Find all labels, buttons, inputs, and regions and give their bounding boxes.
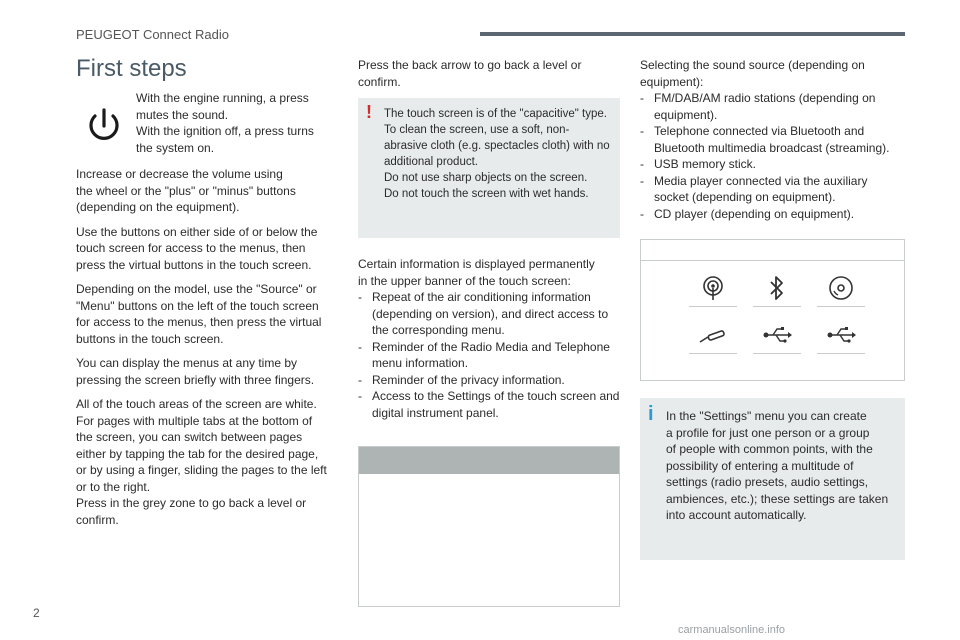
usb-icon — [762, 325, 792, 345]
text-line: the screen, you can switch between pages — [76, 430, 303, 444]
header-bar — [480, 32, 905, 36]
text-line: mutes the sound. — [136, 107, 229, 122]
text-line: possibility of entering a multitude of — [666, 458, 854, 473]
text-line: Press the back arrow to go back a level or — [358, 58, 582, 72]
text-line: additional product. — [384, 156, 478, 168]
text-line: confirm. — [358, 74, 401, 89]
paragraph-three-fingers — [76, 355, 338, 388]
text-line: touch screen for access to the menus, then — [76, 241, 306, 255]
source-intro — [640, 57, 905, 90]
text-line: of people with common points, with the — [666, 442, 873, 456]
text-line: Do not touch the screen with wet hands. — [384, 188, 589, 200]
list-item: - Reminder of the privacy information. — [358, 372, 620, 389]
text-line: In the "Settings" menu you can create — [666, 409, 867, 423]
screen-banner — [359, 447, 619, 474]
banner-intro — [358, 256, 620, 289]
source-cd[interactable] — [817, 270, 865, 307]
text-line: a profile for just one person or a group — [666, 425, 870, 440]
text-line: buttons in the touch screen. — [76, 331, 224, 346]
text-line: Certain information is displayed permanently — [358, 257, 595, 271]
source-bluetooth[interactable] — [753, 270, 801, 307]
paragraph-source-menu — [76, 281, 338, 347]
screen-illustration — [358, 446, 620, 607]
list-item: - Telephone connected via Bluetooth and Bluetooth multimedia broadcast (streaming). — [640, 123, 905, 156]
cd-icon — [828, 275, 854, 301]
power-icon — [82, 104, 126, 148]
source-usb-2[interactable] — [817, 317, 865, 354]
text-line: Use the buttons on either side of or below the — [76, 224, 318, 239]
list-item: - Repeat of the air conditioning information (depending on version), and direct access to the corresponding menu. — [358, 289, 620, 339]
text-line: confirm. — [76, 512, 119, 527]
list-item: - Media player connected via the auxiliary socket (depending on equipment). — [640, 173, 905, 206]
text-line: You can display the menus at any time by — [76, 356, 298, 370]
text-line: or by using a finger, sliding the pages to the left — [76, 463, 327, 477]
source-panel-top — [641, 240, 904, 261]
banner-list — [358, 289, 620, 421]
text-line: "Menu" buttons on the left of the touch screen — [76, 298, 319, 313]
source-usb-1[interactable] — [753, 317, 801, 354]
watermark: carmanualsonline.info — [678, 624, 786, 636]
text-line: for access to the menus, then press the virtual — [76, 315, 322, 329]
text-line: Depending on the model, use the "Source" or — [76, 282, 317, 296]
paragraph-volume — [76, 166, 338, 216]
text-line: equipment): — [640, 74, 704, 89]
source-grid — [681, 270, 871, 354]
paragraph-touch-areas — [76, 396, 338, 528]
text-line: into account automatically. — [666, 508, 807, 522]
text-line: The touch screen is of the "capacitive" type. — [384, 108, 607, 120]
column-1 — [76, 90, 338, 536]
text-line: All of the touch areas of the screen are white. — [76, 397, 317, 411]
list-item: - CD player (depending on equipment). — [640, 206, 905, 223]
text-line: Do not use sharp objects on the screen. — [384, 172, 588, 184]
text-line: With the ignition off, a press turns — [136, 124, 314, 138]
radio-icon — [700, 275, 726, 301]
text-line: With the engine running, a press — [136, 91, 309, 105]
source-radio[interactable] — [689, 270, 737, 307]
text-line: press the virtual buttons in the touch screen. — [76, 257, 312, 272]
text-line: pressing the screen briefly with three fingers. — [76, 372, 315, 387]
info-icon: i — [648, 403, 654, 425]
text-line: (depending on the equipment). — [76, 200, 240, 214]
source-aux[interactable] — [689, 317, 737, 354]
text-line: the wheel or the "plus" or "minus" buttons — [76, 183, 296, 198]
column-3 — [640, 57, 905, 222]
power-text — [136, 90, 338, 156]
source-list — [640, 90, 905, 222]
text-line: the system on. — [136, 140, 215, 155]
text-line: settings (radio presets, audio settings, — [666, 475, 869, 489]
list-item: - Access to the Settings of the touch screen and digital instrument panel. — [358, 388, 620, 421]
text-line: To clean the screen, use a soft, non- — [384, 124, 570, 136]
power-row — [76, 90, 338, 156]
source-panel — [640, 239, 905, 381]
page-number: 2 — [33, 606, 40, 620]
list-item: - Reminder of the Radio Media and Telephone menu information. — [358, 339, 620, 372]
paragraph-buttons — [76, 224, 338, 274]
bluetooth-icon — [767, 275, 787, 301]
info-box — [640, 398, 905, 560]
text-line: either by tapping the tab for the desired page, — [76, 446, 319, 461]
aux-jack-icon — [698, 325, 728, 345]
text-line: in the upper banner of the touch screen: — [358, 273, 571, 288]
text-line: or to the right. — [76, 479, 151, 494]
header-title: PEUGEOT Connect Radio — [76, 27, 229, 42]
text-line: ambiences, etc.); these settings are taken — [666, 491, 889, 506]
page-title: First steps — [76, 55, 187, 82]
text-line: abrasive cloth (e.g. spectacles cloth) with no — [384, 140, 610, 152]
list-item: - USB memory stick. — [640, 156, 905, 173]
list-item: - FM/DAB/AM radio stations (depending on equipment). — [640, 90, 905, 123]
paragraph-back-arrow — [358, 57, 620, 90]
text-line: Press in the grey zone to go back a level or — [76, 496, 307, 510]
usb-icon — [826, 325, 856, 345]
text-line: Selecting the sound source (depending on — [640, 58, 865, 72]
text-line: For pages with multiple tabs at the bottom of — [76, 413, 313, 428]
column-2 — [358, 57, 620, 421]
warning-box — [358, 98, 620, 238]
warning-icon: ! — [366, 102, 372, 122]
text-line: Increase or decrease the volume using — [76, 167, 283, 181]
